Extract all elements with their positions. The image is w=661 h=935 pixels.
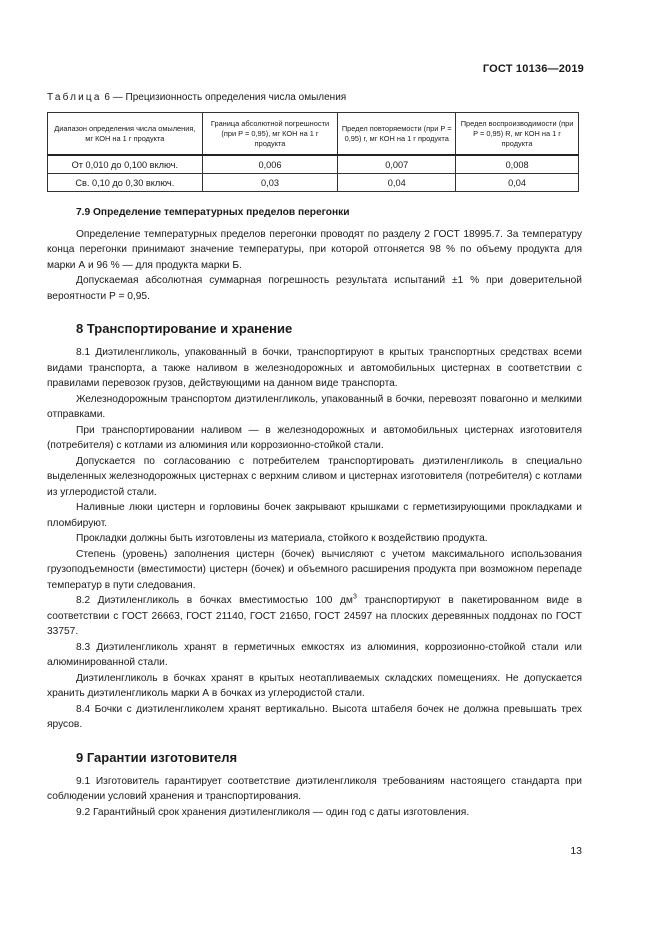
table-header-cell: Диапазон определения числа омыления, мг КОН на 1 г продукта bbox=[48, 113, 203, 156]
subsection-heading-7-9: 7.9 Определение температурных пределов перегонки bbox=[76, 207, 350, 218]
table-cell: 0,008 bbox=[456, 155, 579, 174]
table-cell: Св. 0,10 до 0,30 включ. bbox=[48, 174, 203, 192]
paragraph: 8.3 Диэтиленгликоль хранят в герметичных емкостях из алюминия, коррозионно-стойкой стали или алюминированной стали. bbox=[47, 641, 582, 668]
paragraph: Степень (уровень) заполнения цистерн (бочек) вычисляют с учетом максимального использования грузоподъемности (вместимости) цистерн (бочек) и объемного расширения продукта при возможном перепаде температур в пути следования. bbox=[47, 548, 582, 591]
table-caption-text: 6 — Прецизионность определения числа омыления bbox=[101, 92, 347, 103]
table-header-cell: Граница абсолютной погрешности (при P = 0,95), мг КОН на 1 г продукта bbox=[202, 113, 338, 156]
paragraph: 9.1 Изготовитель гарантирует соответствие диэтиленгликоля требованиям настоящего стандарта при соблюдении условий хранения и транспортирования. bbox=[47, 775, 582, 802]
section-heading-8: 8 Транспортирование и хранение bbox=[76, 321, 293, 336]
paragraph-text: транспортируют в пакетированном виде в соответствии с ГОСТ 26663, ГОСТ 21140, ГОСТ 21650, ГОСТ 24597 на плоских деревянных поддонах по ГОСТ 33757. bbox=[47, 595, 582, 637]
table-cell: 0,04 bbox=[456, 174, 579, 192]
paragraph: Допускается по согласованию с потребителем транспортировать диэтиленгликоль в специально выделенных железнодорожных цистернах с верхним сливом и цистернах изготовителя (потребителя) с котлами из углеродистой стали. bbox=[47, 455, 582, 498]
table-caption-word: Таблица bbox=[47, 92, 102, 103]
table-header-cell: Предел воспроизводимости (при P = 0,95) R, мг КОН на 1 г продукта bbox=[456, 113, 579, 156]
superscript: 3 bbox=[352, 593, 357, 601]
paragraph: При транспортировании наливом — в железнодорожных и автомобильных цистернах изготовителя (потребителя) с котлами из алюминия или коррозионно-стойкой стали. bbox=[47, 424, 582, 451]
paragraph bbox=[47, 593, 582, 640]
paragraph: Железнодорожным транспортом диэтиленгликоль, упакованный в бочки, перевозят повагонно и мелкими отправками. bbox=[47, 393, 582, 420]
paragraph: Допускаемая абсолютная суммарная погрешность результата испытаний ±1 % при доверительной вероятности P = 0,95. bbox=[47, 275, 582, 302]
table-cell: 0,006 bbox=[202, 155, 338, 174]
paragraph: 8.1 Диэтиленгликоль, упакованный в бочки, транспортируют в крытых транспортных средствах всеми видами транспорта, а также наливом в железнодорожных и автомобильных цистернах в соответствии с правилами перевозок грузов, действующими на данном виде транспорта. bbox=[47, 347, 582, 389]
standard-code: ГОСТ 10136—2019 bbox=[482, 63, 584, 75]
paragraph: 8.4 Бочки с диэтиленгликолем хранят вертикально. Высота штабеля бочек не должна превышать трех ярусов. bbox=[47, 703, 582, 730]
precision-table bbox=[47, 112, 579, 192]
paragraph: Прокладки должны быть изготовлены из материала, стойкого к воздействию продукта. bbox=[76, 533, 488, 544]
document-body bbox=[47, 205, 582, 820]
paragraph: Наливные люки цистерн и горловины бочек закрывают крышками с герметизирующими прокладками и пломбируют. bbox=[47, 502, 582, 529]
table-header-cell: Предел повторяемости (при P = 0,95) r, мг КОН на 1 г продукта bbox=[338, 113, 456, 156]
table-cell: 0,007 bbox=[338, 155, 456, 174]
table-cell: От 0,010 до 0,100 включ. bbox=[48, 155, 203, 174]
table-header-row bbox=[48, 113, 579, 156]
paragraph-text: 8.2 Диэтиленгликоль в бочках вместимостью 100 дм bbox=[76, 595, 353, 606]
table-caption bbox=[47, 92, 346, 103]
section-heading-9: 9 Гарантии изготовителя bbox=[76, 749, 238, 765]
paragraph: Определение температурных пределов перегонки проводят по разделу 2 ГОСТ 18995.7. За температуру конца перегонки принимают значение температуры, при которой отгоняется 98 % по объему продукта для марки А и 96 % — для продукта марки Б. bbox=[47, 228, 582, 271]
paragraph: Диэтиленгликоль в бочках хранят в крытых неотапливаемых складских помещениях. Не допускается хранить диэтиленгликоль марки А в бочках из углеродистой стали. bbox=[47, 672, 582, 699]
table-cell: 0,04 bbox=[338, 174, 456, 192]
paragraph: 9.2 Гарантийный срок хранения диэтиленгликоля — один год с даты изготовления. bbox=[76, 806, 470, 818]
table-cell: 0,03 bbox=[202, 174, 338, 192]
table-row bbox=[48, 174, 579, 192]
table-row bbox=[48, 155, 579, 174]
page-number: 13 bbox=[570, 845, 582, 857]
